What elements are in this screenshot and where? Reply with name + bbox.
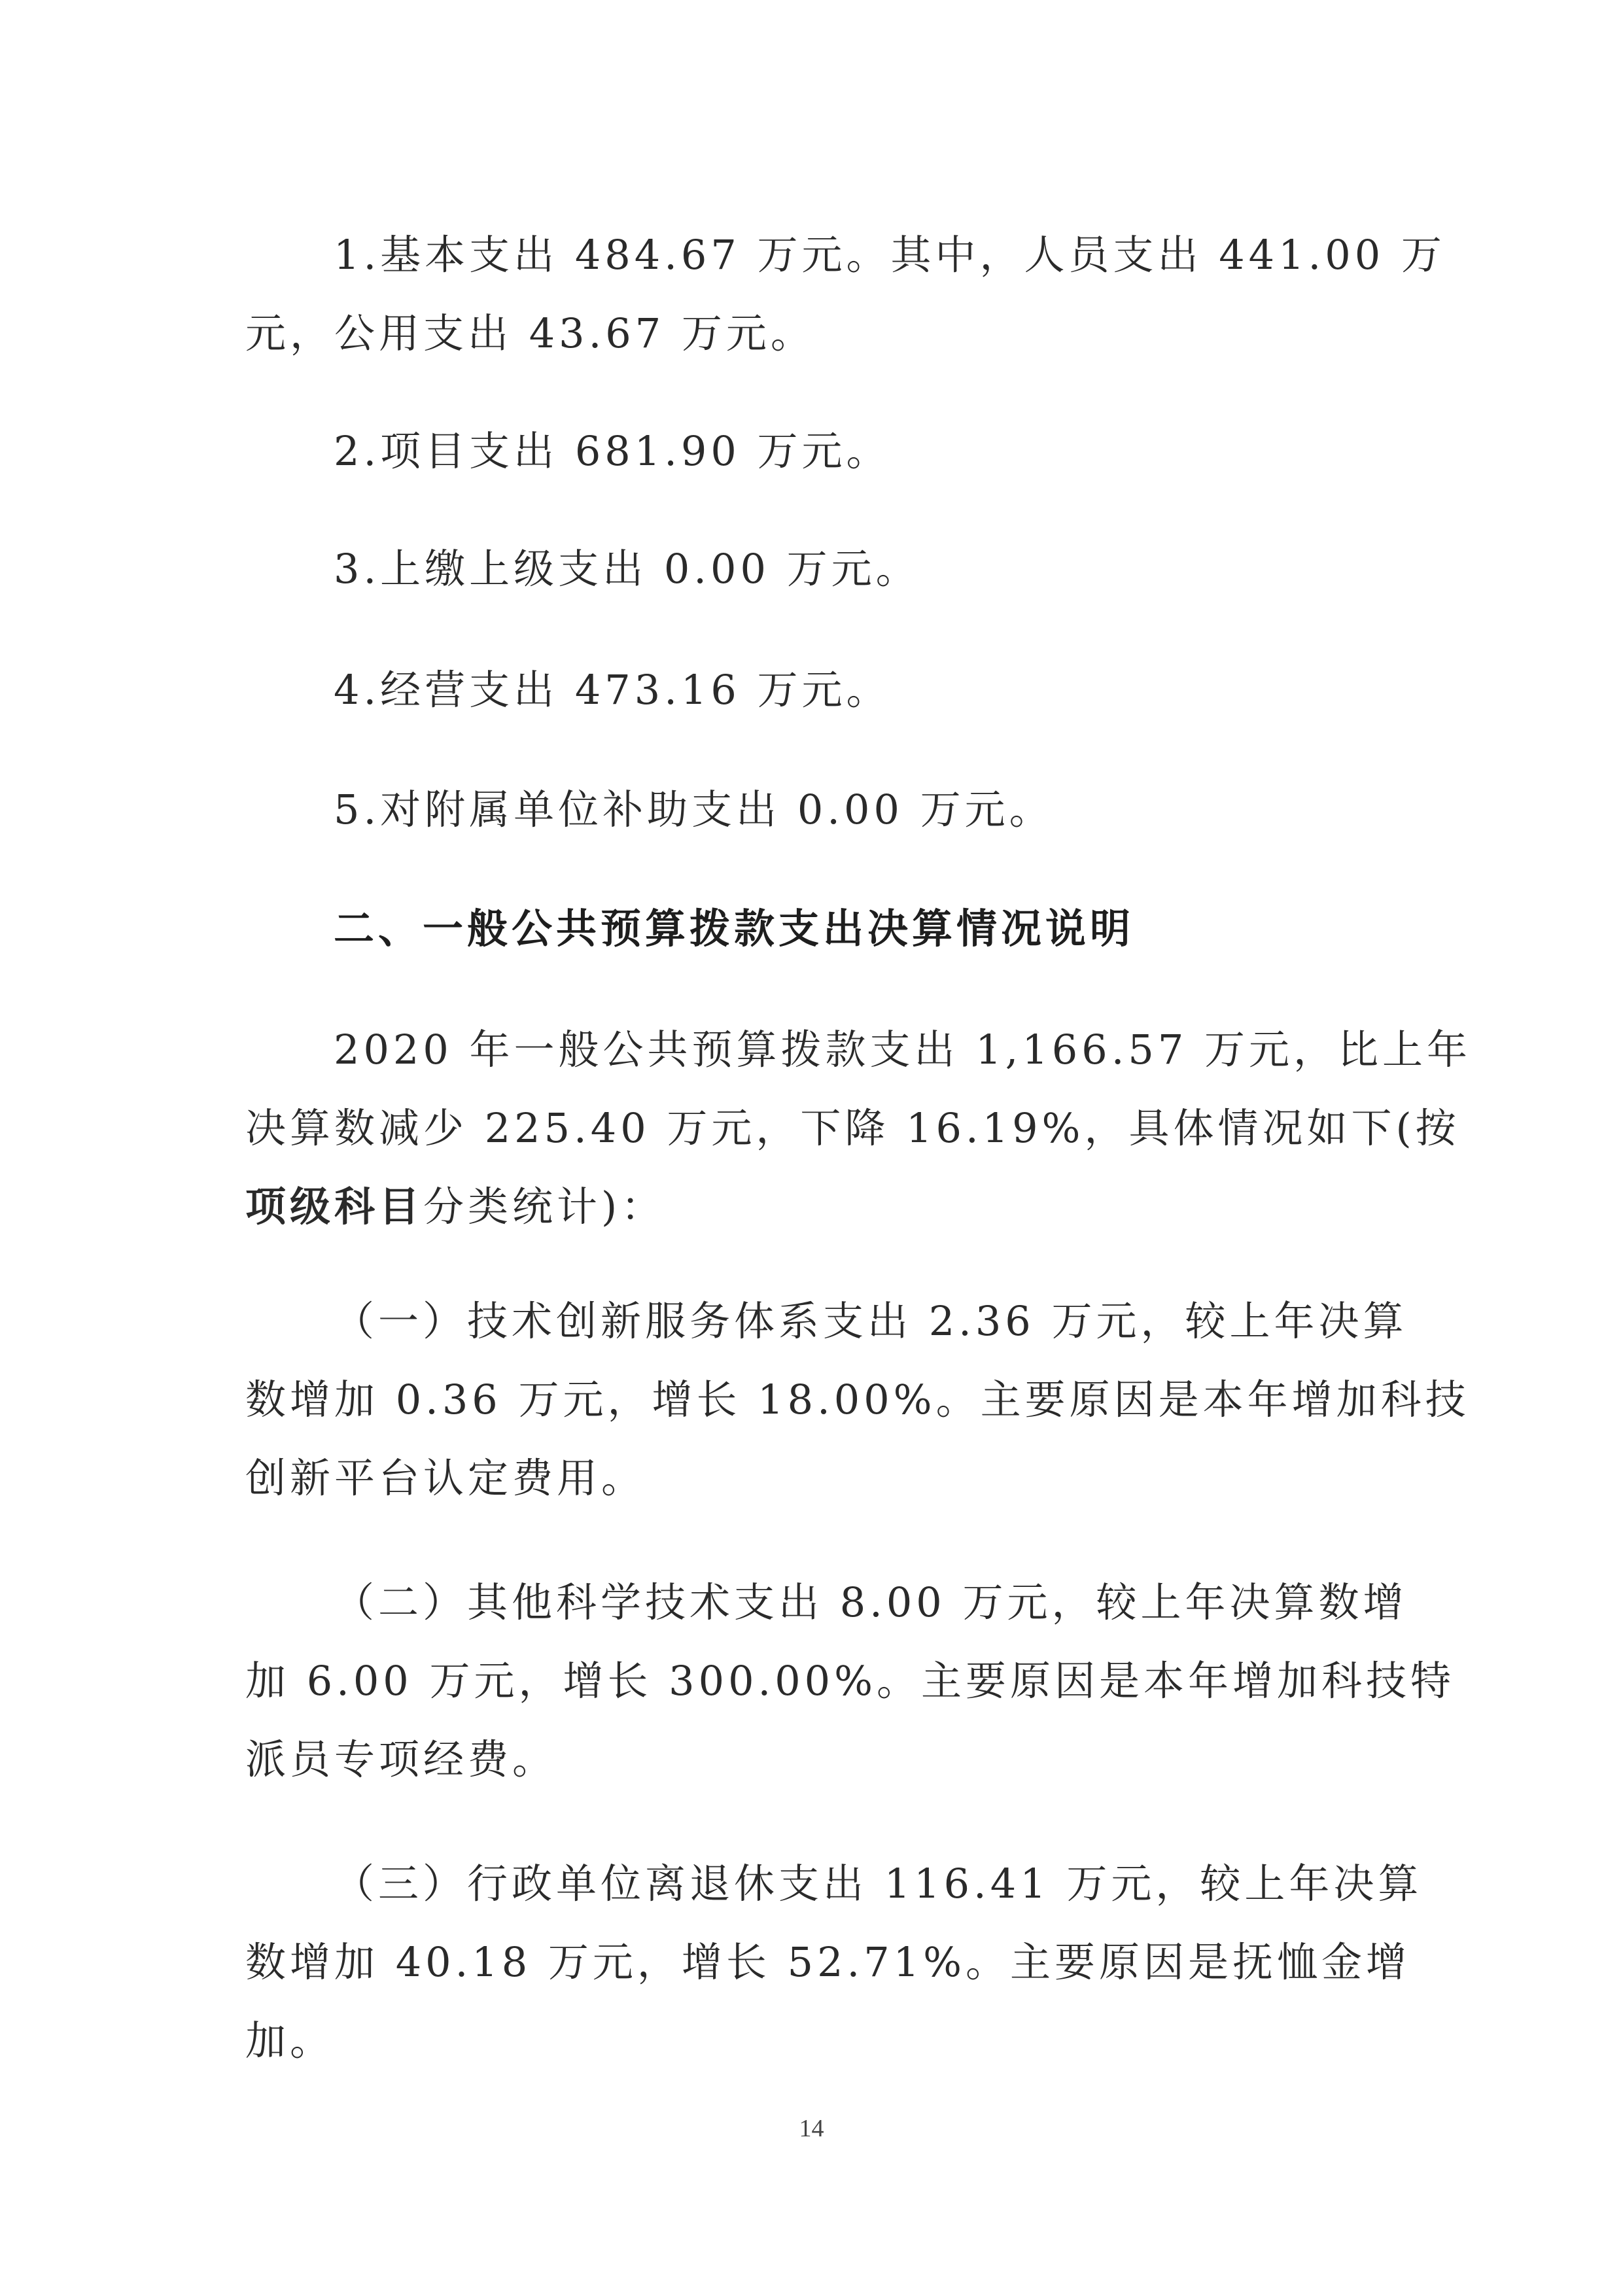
text-line: 数增加 40.18 万元，增长 52.71%。主要原因是抚恤金增 [245,1938,1411,1986]
text-line: （二）其他科学技术支出 8.00 万元，较上年决算数增 [334,1578,1408,1626]
paragraph-remit-expenditure [245,530,1370,608]
text-line: 决算数减少 225.40 万元，下降 16.19%，具体情况如下(按 [245,1104,1460,1152]
paragraph-item-3 [245,1845,1423,2080]
paragraph-item-1 [245,1282,1470,1518]
text-line: 派员专项经费。 [245,1735,557,1783]
paragraph-subsidiary-expenditure [245,771,1370,849]
page-number: 14 [799,2115,824,2142]
bold-term: 项级科目 [245,1183,424,1230]
text-line: 加 6.00 万元，增长 300.00%。主要原因是本年增加科技特 [245,1657,1456,1705]
paragraph-basic-expenditure [245,216,1446,373]
text-line: 5.对附属单位补助支出 0.00 万元。 [334,786,1054,833]
text-line: 2020 年一般公共预算拨款支出 1,166.57 万元，比上年 [334,1026,1472,1073]
heading-text: 二、一般公共预算拨款支出决算情况说明 [334,905,1135,952]
text-line: 元，公用支出 43.67 万元。 [245,309,815,357]
paragraph-operating-expenditure [245,651,1370,729]
text-line: 2.项目支出 681.90 万元。 [334,427,891,475]
text-fragment: 分类统计)： [423,1183,666,1230]
text-line: 4.经营支出 473.16 万元。 [334,666,891,714]
text-line-mixed [245,1168,1370,1246]
text-line: 加。 [245,2017,335,2064]
text-line: 1.基本支出 484.67 万元。其中，人员支出 441.00 万 [334,231,1446,279]
text-line: 创新平台认定费用。 [245,1454,646,1502]
text-line: （三）行政单位离退休支出 116.41 万元，较上年决算 [334,1860,1423,1907]
text-line: （一）技术创新服务体系支出 2.36 万元，较上年决算 [334,1297,1408,1345]
paragraph-item-2 [245,1563,1456,1799]
paragraph-project-expenditure [245,412,1370,491]
text-line: 数增加 0.36 万元，增长 18.00%。主要原因是本年增加科技 [245,1376,1470,1423]
section-heading [245,890,1370,968]
paragraph-general-budget-summary [245,1011,1472,1246]
text-line: 3.上缴上级支出 0.00 万元。 [334,545,920,593]
